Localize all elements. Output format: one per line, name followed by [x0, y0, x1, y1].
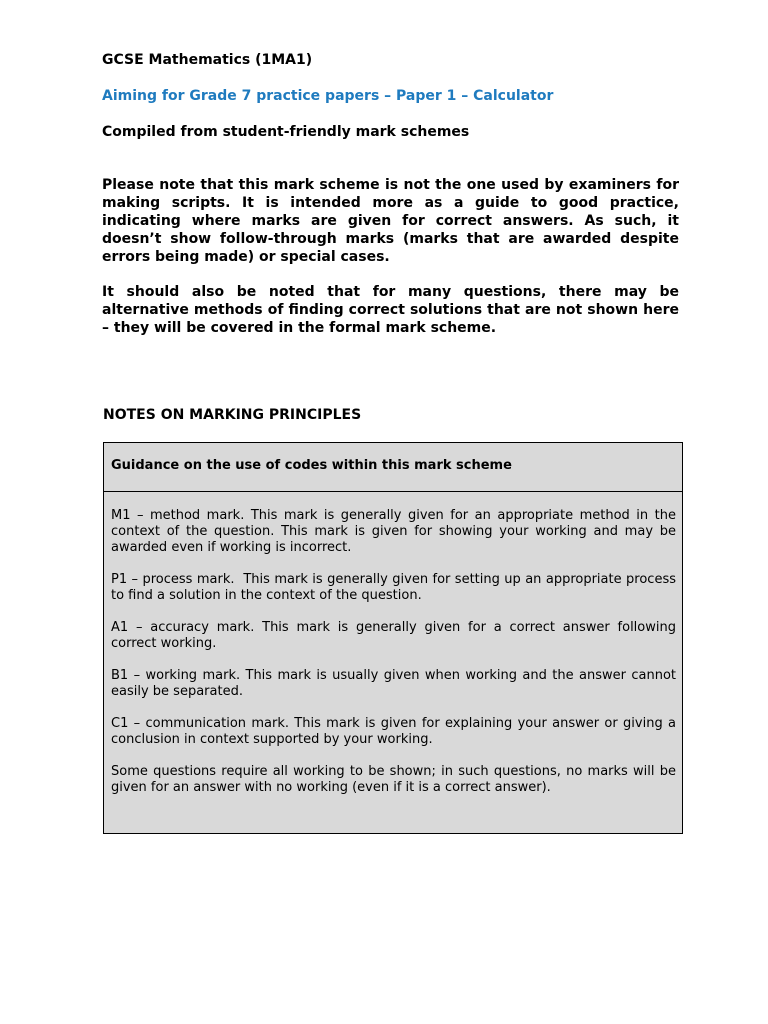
guidance-box-heading: Guidance on the use of codes within this mark scheme — [104, 443, 682, 492]
guidance-item-working-note: Some questions require all working to be shown; in such questions, no marks will be given for an answer with no working (even if it is a correct answer). — [111, 764, 676, 795]
notes-heading: NOTES ON MARKING PRINCIPLES — [103, 407, 362, 423]
intro-paragraph-1: Please note that this mark scheme is not the one used by examiners for making scripts. It is intended more as a guide to good practice, indicating where marks are given for correct answers. As such, it doesn’t show follow-through marks (marks that are awarded despite errors being made) or special cases. — [102, 177, 679, 265]
guidance-item-a1: A1 – accuracy mark. This mark is generally given for a correct answer following correct working. — [111, 620, 676, 651]
intro-paragraph-2: It should also be noted that for many questions, there may be alternative methods of finding correct solutions that are not shown here – they will be covered in the formal mark scheme. — [102, 284, 679, 336]
guidance-box-body — [104, 492, 682, 796]
guidance-item-p1: P1 – process mark. This mark is generally given for setting up an appropriate process to find a solution in the context of the question. — [111, 572, 676, 603]
guidance-box — [103, 442, 683, 834]
guidance-item-b1: B1 – working mark. This mark is usually given when working and the answer cannot easily be separated. — [111, 668, 676, 699]
document-title: GCSE Mathematics (1MA1) — [102, 52, 313, 68]
document-subtitle: Aiming for Grade 7 practice papers – Paper 1 – Calculator — [102, 88, 554, 104]
guidance-item-m1: M1 – method mark. This mark is generally given for an appropriate method in the context of the question. This mark is given for showing your working and may be awarded even if working is incorrect. — [111, 508, 676, 555]
document-compiled-note: Compiled from student-friendly mark schemes — [102, 124, 470, 140]
guidance-item-c1: C1 – communication mark. This mark is given for explaining your answer or giving a conclusion in context supported by your working. — [111, 716, 676, 747]
